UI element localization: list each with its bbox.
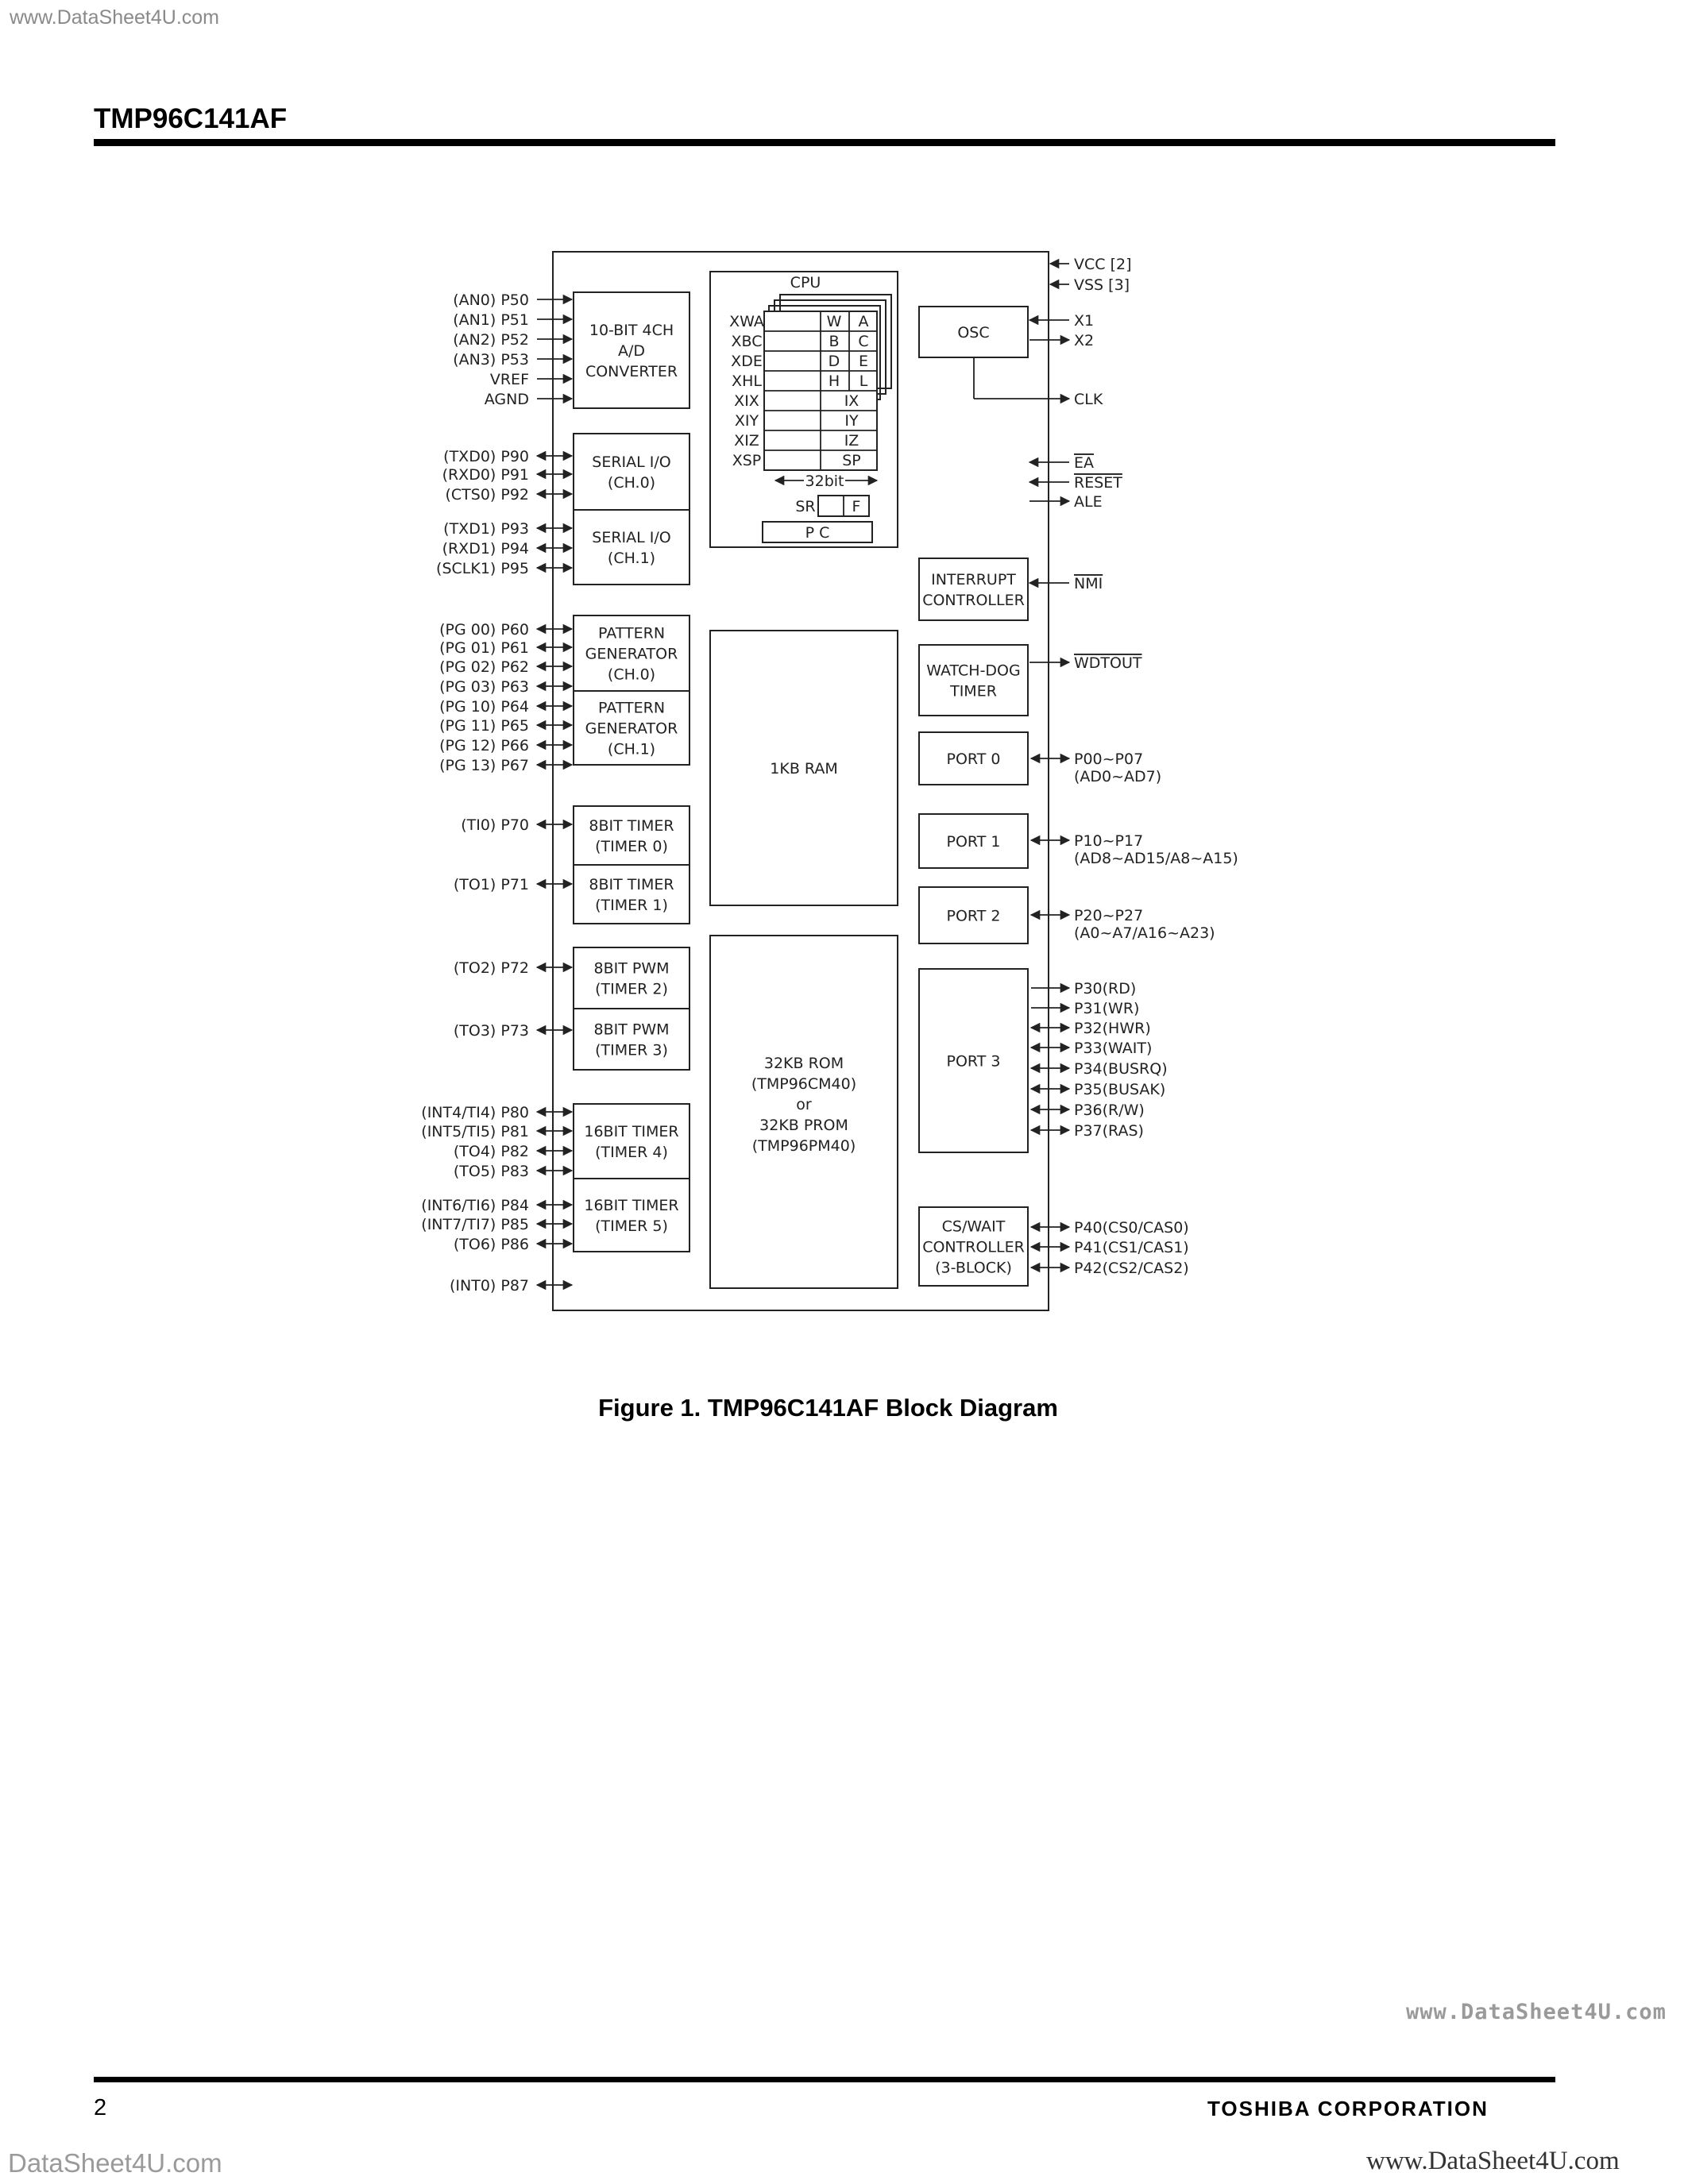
block-timer5-label-1: (TIMER 5) bbox=[595, 1217, 668, 1235]
pin-port3-3-label: P33(WAIT) bbox=[1074, 1040, 1153, 1057]
block-pwm3 bbox=[574, 1009, 689, 1070]
block-timer0 bbox=[574, 806, 689, 865]
pin-cs-0-label: P40(CS0/CAS0) bbox=[1074, 1219, 1189, 1237]
block-pg0-label-2: (CH.0) bbox=[607, 666, 656, 684]
block-sio0-label-0: SERIAL I/O bbox=[592, 453, 671, 471]
cpu-label: CPU bbox=[790, 274, 821, 291]
block-cswait-label-2: (3-BLOCK) bbox=[935, 1259, 1012, 1277]
cpu-reg-full-6: IZ bbox=[844, 432, 859, 450]
block-port1-label-0: PORT 1 bbox=[946, 833, 1001, 851]
pin-port2-sub-label: (A0~A7/A16~A23) bbox=[1074, 924, 1215, 942]
watermark-bottom-right: www.DataSheet4U.com bbox=[1366, 2147, 1620, 2175]
left-pin-label-24: (INT4/TI4) P80 bbox=[421, 1104, 529, 1121]
cpu-reg-hi-3: H bbox=[828, 372, 840, 390]
left-pin-label-12: (PG 00) P60 bbox=[439, 621, 529, 639]
pin-ea-label: EA bbox=[1074, 454, 1095, 472]
cpu-reg-name-4: XIX bbox=[734, 392, 759, 410]
left-pin-label-2: (AN2) P52 bbox=[453, 331, 529, 349]
block-pg0-label-0: PATTERN bbox=[597, 624, 666, 642]
pin-clk-label: CLK bbox=[1074, 391, 1103, 408]
left-pin-label-3: (AN3) P53 bbox=[453, 351, 529, 369]
pin-nmi-label: NMI bbox=[1074, 575, 1103, 592]
cpu-reg-lo-3: L bbox=[859, 372, 868, 390]
block-timer1-label-0: 8BIT TIMER bbox=[589, 876, 674, 893]
left-pin-label-25: (INT5/TI5) P81 bbox=[421, 1123, 529, 1140]
block-intc bbox=[919, 558, 1028, 620]
pin-port3-5-label: P35(BUSAK) bbox=[1074, 1081, 1166, 1098]
left-pin-label-9: (TXD1) P93 bbox=[443, 520, 529, 538]
left-pin-label-18: (PG 12) P66 bbox=[439, 737, 529, 754]
cpu-reg-hi-0: W bbox=[826, 313, 842, 330]
block-timer4-label-0: 16BIT TIMER bbox=[584, 1123, 679, 1140]
cpu-reg-full-4: IX bbox=[844, 392, 859, 410]
cpu-reg-lo-1: C bbox=[858, 333, 869, 350]
left-pin-label-14: (PG 02) P62 bbox=[439, 658, 529, 676]
cpu-reg-full-7: SP bbox=[842, 452, 861, 469]
block-timer0-label-0: 8BIT TIMER bbox=[589, 817, 674, 835]
page-number: 2 bbox=[94, 2095, 107, 2120]
pin-port1-label: P10~P17 bbox=[1074, 832, 1144, 850]
pin-port3-7-label: P37(RAS) bbox=[1074, 1122, 1144, 1140]
left-pin-label-8: (CTS0) P92 bbox=[445, 486, 529, 504]
pin-reset-label: RESET bbox=[1074, 474, 1122, 492]
left-pin-label-4: VREF bbox=[489, 371, 529, 388]
left-pin-label-16: (PG 10) P64 bbox=[439, 698, 529, 716]
document-title: TMP96C141AF bbox=[94, 103, 288, 134]
cpu-reg-name-7: XSP bbox=[732, 452, 762, 469]
block-port0-label-0: PORT 0 bbox=[946, 751, 1001, 768]
block-pg1-label-0: PATTERN bbox=[597, 699, 666, 717]
left-pin-label-26: (TO4) P82 bbox=[453, 1143, 529, 1160]
pin-wdtout-label: WDTOUT bbox=[1074, 654, 1142, 672]
block-pwm3-label-1: (TIMER 3) bbox=[595, 1041, 668, 1059]
cpu-reg-name-5: XIY bbox=[734, 412, 759, 430]
company-name: TOSHIBA CORPORATION bbox=[1207, 2097, 1489, 2120]
block-rom-label-3: 32KB PROM bbox=[759, 1117, 848, 1134]
block-pwm2-label-1: (TIMER 2) bbox=[595, 980, 668, 998]
left-pin-label-7: (RXD0) P91 bbox=[442, 466, 529, 484]
block-port3-label-0: PORT 3 bbox=[946, 1052, 1001, 1071]
block-adc-label-1: A/D bbox=[617, 342, 646, 360]
block-sio1 bbox=[574, 510, 689, 585]
left-pin-label-22: (TO2) P72 bbox=[453, 959, 529, 977]
block-timer1 bbox=[574, 865, 689, 924]
block-pg1-label-1: GENERATOR bbox=[585, 720, 678, 738]
block-timer1-label-1: (TIMER 1) bbox=[595, 897, 668, 914]
pin-port1-sub-label: (AD8~AD15/A8~A15) bbox=[1074, 850, 1238, 867]
pin-port0-label: P00~P07 bbox=[1074, 751, 1144, 768]
pin-port3-0-label: P30(RD) bbox=[1074, 980, 1137, 997]
block-rom-label-4: (TMP96PM40) bbox=[751, 1137, 856, 1155]
pin-port3-1-label: P31(WR) bbox=[1074, 1000, 1140, 1017]
cpu-pc-label: P C bbox=[805, 524, 830, 542]
block-sio0 bbox=[574, 434, 689, 510]
cpu-reg-name-2: XDE bbox=[731, 353, 763, 370]
cpu-reg-name-6: XIZ bbox=[734, 432, 759, 450]
block-timer4 bbox=[574, 1104, 689, 1179]
block-rom-label-2: or bbox=[796, 1096, 812, 1113]
left-pin-label-15: (PG 03) P63 bbox=[439, 678, 529, 696]
pin-port2-label: P20~P27 bbox=[1074, 907, 1144, 924]
block-timer5 bbox=[574, 1179, 689, 1252]
block-wdt-label-1: TIMER bbox=[950, 682, 997, 700]
pin-vss-label: VSS [3] bbox=[1074, 276, 1130, 294]
cpu-reg-hi-2: D bbox=[828, 353, 840, 370]
pin-port3-2-label: P32(HWR) bbox=[1074, 1020, 1151, 1037]
block-wdt-label-0: WATCH-DOG bbox=[926, 662, 1021, 680]
block-pwm2-label-0: 8BIT PWM bbox=[593, 959, 670, 978]
pin-port3-4-label: P34(BUSRQ) bbox=[1074, 1060, 1168, 1078]
pin-ale-label: ALE bbox=[1074, 493, 1103, 511]
left-pin-label-31: (INT0) P87 bbox=[449, 1277, 529, 1295]
left-pin-label-20: (TI0) P70 bbox=[461, 816, 529, 834]
block-timer5-label-0: 16BIT TIMER bbox=[584, 1197, 679, 1214]
left-pin-label-11: (SCLK1) P95 bbox=[436, 560, 529, 577]
left-pin-label-30: (TO6) P86 bbox=[453, 1236, 529, 1253]
watermark-bottom-left: DataSheet4U.com bbox=[8, 2148, 222, 2178]
block-rom-label-1: (TMP96CM40) bbox=[751, 1075, 857, 1093]
block-osc-label-0: OSC bbox=[957, 324, 990, 341]
pin-vcc-label: VCC [2] bbox=[1074, 256, 1132, 273]
block-timer4-label-1: (TIMER 4) bbox=[595, 1144, 668, 1161]
cpu-width-label: 32bit bbox=[805, 473, 844, 490]
left-pin-label-0: (AN0) P50 bbox=[453, 291, 529, 309]
pin-port3-6-label: P36(R/W) bbox=[1074, 1102, 1145, 1119]
pin-cs-1-label: P41(CS1/CAS1) bbox=[1074, 1239, 1189, 1256]
pin-port0-sub-label: (AD0~AD7) bbox=[1074, 768, 1162, 785]
watermark-middle: www.DataSheet4U.com bbox=[1406, 2000, 1667, 2024]
block-adc-label-2: CONVERTER bbox=[585, 363, 678, 380]
block-sio0-label-1: (CH.0) bbox=[607, 474, 656, 492]
cpu-reg-name-0: XWA bbox=[729, 313, 764, 330]
left-pin-label-1: (AN1) P51 bbox=[453, 311, 529, 329]
footer-rule bbox=[94, 2077, 1555, 2082]
cpu-f-label: F bbox=[852, 498, 861, 515]
left-pin-label-13: (PG 01) P61 bbox=[439, 639, 529, 657]
block-pwm2 bbox=[574, 947, 689, 1009]
block-pg1-label-2: (CH.1) bbox=[607, 740, 656, 758]
cpu-reg-lo-2: E bbox=[858, 353, 869, 370]
left-pin-label-17: (PG 11) P65 bbox=[439, 717, 529, 735]
left-pin-label-23: (TO3) P73 bbox=[453, 1022, 529, 1040]
pin-x2-label: X2 bbox=[1074, 332, 1095, 349]
block-timer0-label-1: (TIMER 0) bbox=[595, 838, 668, 855]
block-cswait-label-0: CS/WAIT bbox=[941, 1217, 1006, 1236]
cpu-reg-full-5: IY bbox=[844, 412, 859, 430]
left-pin-label-19: (PG 13) P67 bbox=[439, 757, 529, 774]
left-pin-label-29: (INT7/TI7) P85 bbox=[421, 1216, 529, 1233]
block-rom-label-0: 32KB ROM bbox=[763, 1055, 844, 1072]
pin-cs-2-label: P42(CS2/CAS2) bbox=[1074, 1260, 1189, 1277]
block-ram-label-0: 1KB RAM bbox=[770, 760, 838, 778]
block-sio1-label-0: SERIAL I/O bbox=[592, 529, 671, 546]
cpu-reg-name-3: XHL bbox=[732, 372, 762, 390]
block-intc-label-1: CONTROLLER bbox=[922, 592, 1025, 609]
block-port2-label-0: PORT 2 bbox=[946, 907, 1001, 925]
block-cswait-label-1: CONTROLLER bbox=[922, 1238, 1025, 1256]
cpu-sr-label: SR bbox=[795, 498, 816, 515]
block-wdt bbox=[919, 645, 1028, 716]
cpu-reg-hi-1: B bbox=[829, 333, 840, 350]
pin-x1-label: X1 bbox=[1074, 312, 1095, 330]
left-pin-label-6: (TXD0) P90 bbox=[443, 448, 529, 465]
cpu-reg-name-1: XBC bbox=[731, 333, 763, 350]
figure-caption: Figure 1. TMP96C141AF Block Diagram bbox=[598, 1394, 1058, 1422]
cpu-reg-lo-0: A bbox=[858, 313, 869, 330]
block-pwm3-label-0: 8BIT PWM bbox=[593, 1021, 670, 1039]
watermark-top: www.DataSheet4U.com bbox=[10, 6, 220, 29]
left-pin-label-27: (TO5) P83 bbox=[453, 1163, 529, 1180]
block-adc-label-0: 10-BIT 4CH bbox=[589, 322, 674, 339]
left-pin-label-5: AGND bbox=[484, 391, 529, 408]
block-pg0-label-1: GENERATOR bbox=[585, 645, 678, 663]
left-pin-label-21: (TO1) P71 bbox=[453, 876, 529, 893]
block-intc-label-0: INTERRUPT bbox=[931, 571, 1016, 588]
left-pin-label-10: (RXD1) P94 bbox=[442, 540, 529, 558]
block-sio1-label-1: (CH.1) bbox=[607, 550, 656, 567]
left-pin-label-28: (INT6/TI6) P84 bbox=[421, 1197, 529, 1214]
